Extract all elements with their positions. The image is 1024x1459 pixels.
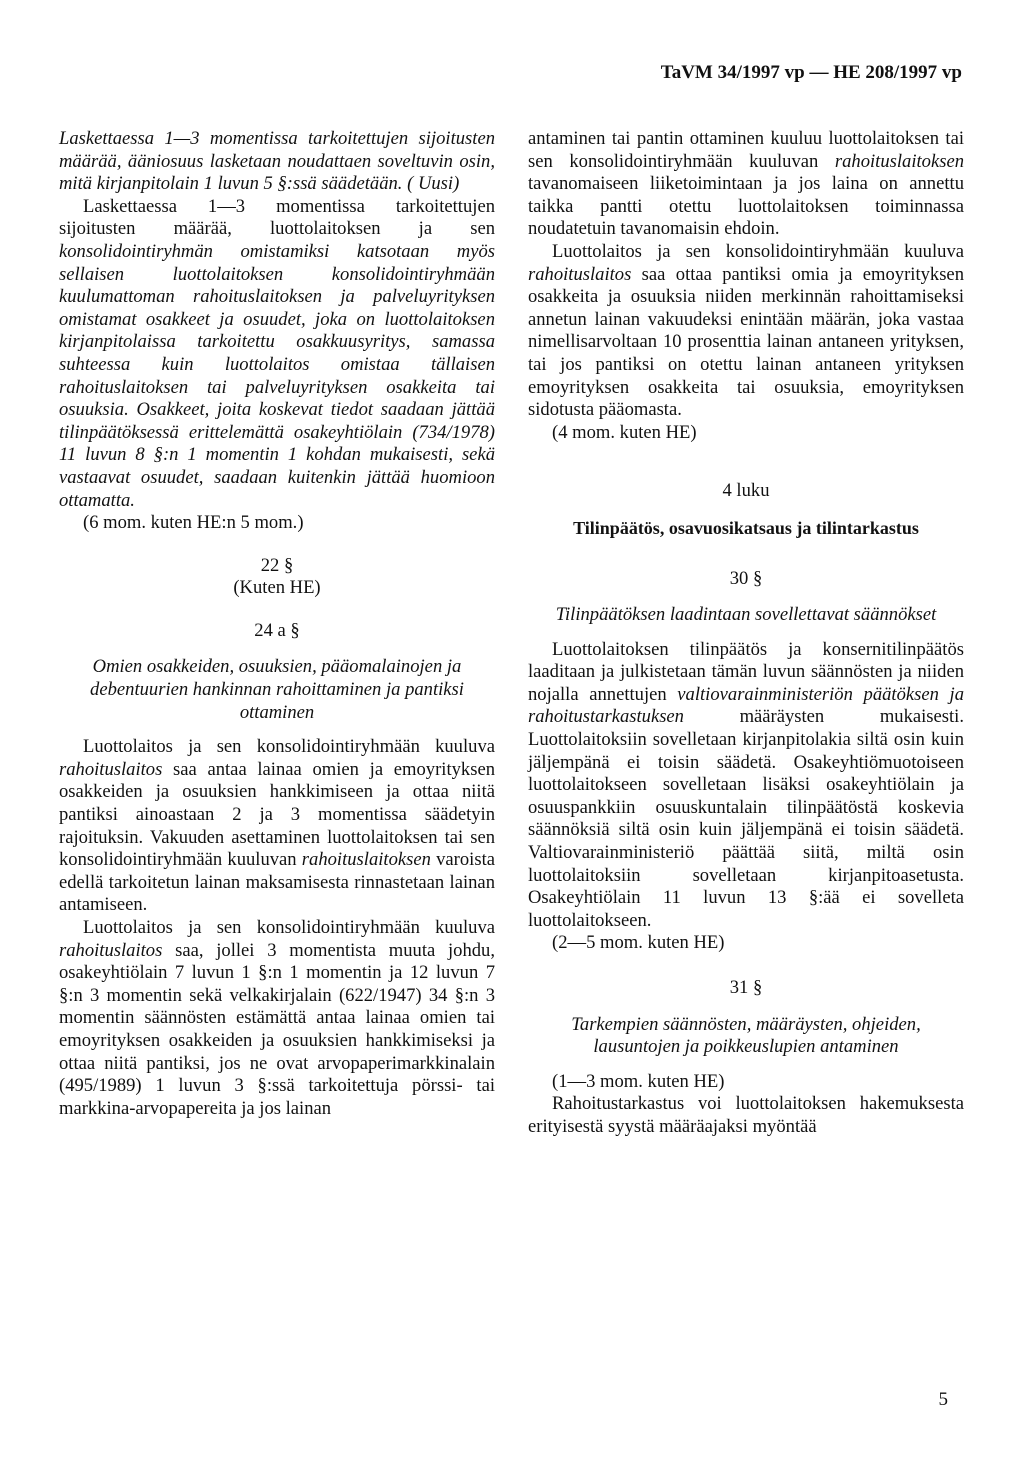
section-title: Tarkempien säännösten, määräysten, ohjeiden, lausuntojen ja poikkeuslupien antaminen [571, 1013, 921, 1058]
italic-run: rahoituslaitoksen [301, 849, 431, 871]
right-column [528, 128, 964, 1139]
section-number: 24 a § [254, 619, 300, 641]
paragraph [528, 639, 964, 933]
running-header: TaVM 34/1997 vp — HE 208/1997 vp [660, 62, 962, 83]
italic-run: rahoituslaitos [59, 758, 163, 780]
paragraph: (2—5 mom. kuten HE) [552, 932, 725, 954]
text-run: saa ottaa pantiksi omia ja emoyrityksen osakkeita ja osuuksia niiden merkinnän rahoittamiseksi annetun lainan vakuudeksi enintään määrän, joka vastaa nimellisarvoltaan 10 prosenttia lainan antaneen yrityksen, tai jos pantiksi on otettu lainan antaneen yrityksen emoyrityksen osakkeita tai osuuksia, emoyrityksen sidotusta pääomasta. [528, 263, 964, 421]
text-run: saa antaa lainaa omien ja emoyrityksen osakkeiden ja osuuksien hankkimiseen ja ottaa niitä pantiksi ainoastaan 2 ja 3 momentissa säädetyin rajoituksin. Vakuuden asettaminen luottolaitoksen tai sen konsolidointiryhmään kuuluvan [59, 758, 495, 871]
paragraph: Rahoitustarkastus voi luottolaitoksen hakemuksesta erityisestä syystä määräajaksi myöntää [528, 1093, 964, 1137]
paragraph [59, 917, 495, 1120]
italic-run: konsolidointiryhmän omistamiksi katsotaan myös sellaisen luottolaitoksen konsolidointiryhmään kuulumattoman rahoituslaitoksen ja palveluyrityksen omistamat osakkeet ja osuudet, joka on luottolaitoksen kirjanpitolaissa tarkoitettu osakkuusyritys, samassa suhteessa kuin luottolaitos omistaa tällaisen rahoituslaitoksen tai palveluyrityksen osakkeita tai osuuksia. Osakkeet, joita koskevat tiedot saadaan jättää tilinpäätöksessä erittelemättä osakeyhtiölain (734/1978) 11 luvun 8 §:n 1 momentin 1 kohdan mukaisesti, sekä vastaavat osuudet, saadaan kuitenkin jättää huomioon ottamatta. [59, 240, 495, 511]
italic-run: rahoituslaitos [59, 939, 163, 961]
text-run: Luottolaitos ja sen konsolidointiryhmään kuuluva [83, 917, 495, 938]
paragraph: (6 mom. kuten HE:n 5 mom.) [83, 512, 304, 534]
text-run: Luottolaitos ja sen konsolidointiryhmään kuuluva [552, 240, 964, 262]
paragraph: Laskettaessa 1—3 momentissa tarkoitettujen sijoitusten määrää, ääniosuus lasketaan noudattaen soveltuvin osin, mitä kirjanpitolain 1 luvun 5 §:ssä säädetään. ( Uusi) [59, 128, 495, 195]
paragraph [59, 736, 495, 917]
italic-run: valtiovarainministeriön päätöksen ja rahoitustarkastuksen [528, 683, 964, 728]
page-number: 5 [938, 1389, 948, 1410]
paragraph [528, 241, 964, 422]
text-run: Luottolaitos ja sen konsolidointiryhmään kuuluva [83, 736, 495, 758]
chapter-title: Tilinpäätös, osavuosikatsaus ja tilintarkastus [573, 517, 919, 538]
paragraph: (1—3 mom. kuten HE) [552, 1070, 725, 1092]
left-column [59, 128, 495, 1120]
section-title: Tilinpäätöksen laadintaan sovellettavat säännökset [555, 604, 937, 626]
section-number: 22 § [260, 554, 294, 576]
section-number: 30 § [729, 567, 763, 589]
section-note: (Kuten HE) [233, 577, 321, 599]
text-run: tavanomaiseen liiketoimintaan ja jos laina on annettu taikka pantti otettu luottolaitoksen toiminnassa noudatetuin tavanomaisin ehdoin. [528, 173, 964, 240]
paragraph [528, 128, 964, 241]
text-run: Luottolaitoksen tilinpäätös ja konsernitilinpäätös laaditaan ja julkistetaan tämän luvun säännösten ja niiden nojalla annettujen [528, 638, 964, 705]
paragraph: (4 mom. kuten HE) [552, 421, 697, 443]
italic-run: rahoituslaitoksen [834, 150, 964, 172]
text-run: Laskettaessa 1—3 momentissa tarkoitettujen sijoitusten määrää, luottolaitoksen ja sen [59, 195, 495, 240]
paragraph [59, 196, 495, 512]
text-run: varoista edellä tarkoitetun lainan maksamisesta rinnastetaan lainan antamiseen. [59, 849, 495, 916]
section-number: 31 § [729, 977, 763, 998]
text-run: antaminen tai pantin ottaminen kuuluu luottolaitoksen tai sen konsolidointiryhmään kuuluvan [528, 128, 964, 172]
section-title: Omien osakkeiden, osuuksien, pääomalainojen ja debentuurien hankinnan rahoittaminen ja pantiksi ottaminen [90, 656, 464, 723]
text-run: määräysten mukaisesti. Luottolaitoksiin sovelletaan kirjanpitolakia siltä osin kuin jäljempänä ei toisin säädetä. Osakeyhtiömuotoiseen luottolaitokseen sovelletaan lisäksi osakeyhtiölain ja osuuspankkiin osuuskuntalain tilinpäätöstä koskevia säännöksiä siltä osin kuin jäljempänä ei toisin säädetä. Valtiovarainministeriö päättää siitä, miltä osin luottolaitoksiin sovelletaan kirjanpitoasetusta. Osakeyhtiölain 11 luvun 13 §:ää ei sovelleta luottolaitokseen. [528, 706, 964, 931]
chapter-number: 4 luku [722, 480, 770, 502]
italic-run: rahoituslaitos [528, 263, 632, 285]
text-run: saa, jollei 3 momentista muuta johdu, osakeyhtiölain 7 luvun 1 §:n 1 momentin ja 12 luvun 7 §:n 3 momentin sekä velkakirjalain (622/1947) 34 §:n 3 momentin säännösten estämättä antaa lainaa omien tai emoyrityksen osakkeiden ja osuuksien hankkimiseksi ja ottaa niitä pantiksi, jos ne ovat arvopaperimarkkinalain (495/1989) 1 luvun 3 §:ssä tarkoitettuja pörssi- tai markkina-arvopapereita ja jos lainan [59, 939, 495, 1119]
